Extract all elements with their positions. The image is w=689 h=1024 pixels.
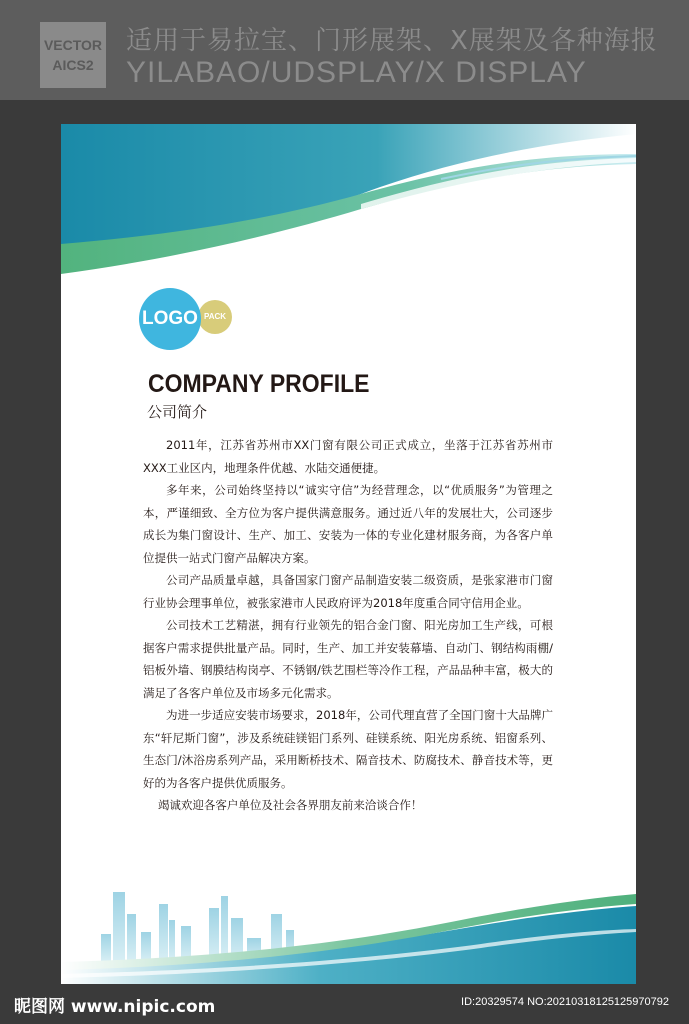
- logo-pack-circle: PACK: [198, 300, 232, 334]
- top-wave-decoration: [61, 124, 636, 284]
- vector-badge-line2: AICS2: [52, 57, 94, 73]
- paragraph: 公司产品质量卓越，具备国家门窗产品制造安装二级资质，是张家港市门窗行业协会理事单位，被张家港市人民政府评为2018年度重合同守信用企业。: [143, 573, 553, 610]
- page-title: COMPANY PROFILE: [148, 370, 370, 398]
- paragraph: 为进一步适应安装市场要求，2018年，公司代理直营了全国门窗十大品牌广东“轩尼斯门窗”，涉及系统硅镁铝门系列、硅镁系统、阳光房系统、铝窗系列、生态门/沐浴房系列产品，采用断桥技术、隔音技术、防腐技术、静音技术等，更好的为各客户提供优质服务。: [143, 708, 553, 790]
- profile-body: [143, 434, 553, 817]
- banner-title-cn: 适用于易拉宝、门形展架、X展架及各种海报: [126, 26, 658, 56]
- paragraph: 公司技术工艺精湛，拥有行业领先的铝合金门窗、阳光房加工生产线，可根据客户需求提供批量产品。同时，生产、加工并安装幕墙、自动门、钢结构雨棚/铝板外墙、钢膜结构岗亭、不锈钢/铁艺围栏等冷作工程，产品品种丰富，极大的满足了各客户单位及市场多元化需求。: [143, 618, 553, 700]
- paragraph: 2011年，江苏省苏州市XX门窗有限公司正式成立，坐落于江苏省苏州市XXX工业区内，地理条件优越、水陆交通便捷。: [143, 438, 553, 475]
- banner-title-en: YILABAO/UDSPLAY/X DISPLAY: [126, 56, 587, 89]
- image-id-text: ID:20329574 NO:20210318125125970792: [461, 996, 669, 1008]
- paragraph: 竭诚欢迎各客户单位及社会各界朋友前来洽谈合作！: [157, 798, 423, 812]
- vector-badge-line1: VECTOR: [43, 37, 103, 53]
- top-banner: [0, 0, 689, 100]
- logo-main-circle: LOGO: [139, 288, 201, 350]
- watermark-text: 昵图网 www.nipic.com: [14, 997, 216, 1017]
- vector-badge: [40, 22, 106, 88]
- paragraph: 多年来，公司始终坚持以“诚实守信”为经营理念，以“优质服务”为管理之本，严谨细致、全方位为客户提供满意服务。通过近八年的发展壮大，公司逐步成长为集门窗设计、生产、加工、安装为一体的专业化建材服务商，为各客户单位提供一站式门窗产品解决方案。: [143, 483, 553, 565]
- poster: [61, 124, 636, 984]
- bottom-wave-decoration: [61, 874, 636, 984]
- page-subtitle: 公司简介: [147, 403, 208, 421]
